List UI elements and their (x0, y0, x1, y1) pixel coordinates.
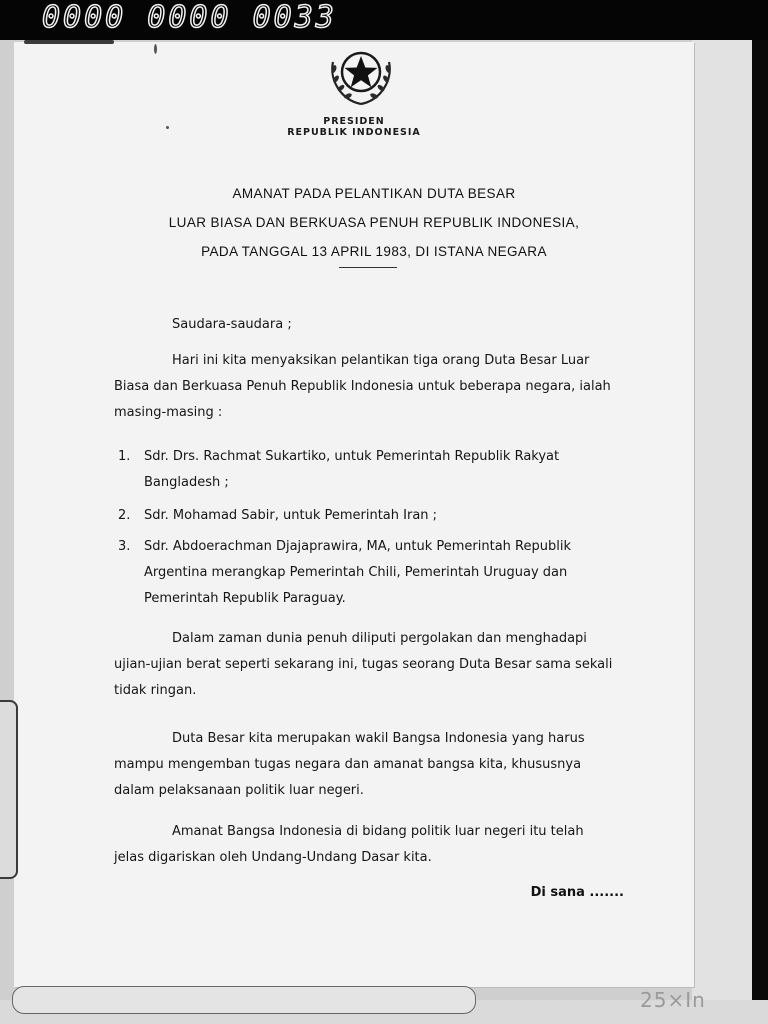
film-edge (752, 40, 768, 1024)
paragraph-1 (114, 348, 614, 426)
paragraph-4 (114, 819, 614, 871)
list-text: Sdr. Abdoerachman Djajaprawira, MA, untuk Pemerintah Republik Argentina merangkap Pemerintah Chili, Pemerintah Uruguay dan Pemerintah Republik Paraguay. (144, 539, 571, 606)
letterhead-subtitle: REPUBLIK INDONESIA (287, 127, 421, 138)
reduction-ratio-mark: 25×In (640, 988, 706, 1012)
list-number: 3. (118, 539, 131, 554)
frame-number: 0000 0000 0033 (42, 0, 337, 35)
letterhead (194, 116, 514, 138)
list-number: 1. (118, 449, 131, 464)
continuation-note: Di sana ....... (530, 885, 624, 900)
film-margin (692, 40, 752, 1000)
film-speck (166, 126, 169, 129)
film-speck (154, 44, 157, 54)
title-line-3: PADA TANGGAL 13 APRIL 1983, DI ISTANA NEGARA (201, 244, 547, 259)
salutation: Saudara-saudara ; (172, 317, 292, 332)
letterhead-title: PRESIDEN (323, 116, 385, 127)
document-title (94, 179, 654, 266)
list-number: 2. (118, 508, 131, 523)
list-item (118, 534, 618, 612)
title-divider (339, 267, 397, 268)
paragraph-3 (114, 726, 614, 804)
list-item (118, 444, 618, 496)
title-line-2: LUAR BIASA DAN BERKUASA PENUH REPUBLIK INDONESIA, (168, 215, 580, 230)
film-tab-left (0, 700, 18, 879)
list-text: Sdr. Mohamad Sabir, untuk Pemerintah Iran ; (144, 508, 438, 523)
document-page (14, 42, 694, 987)
list-item (118, 503, 618, 529)
film-tab-bottom (12, 986, 476, 1014)
presidential-emblem-icon (319, 42, 403, 108)
paragraph-2-text: Dalam zaman dunia penuh diliputi pergolakan dan menghadapi ujian-ujian berat seperti sekarang ini, tugas seorang Duta Besar sama sekali tidak ringan. (114, 631, 613, 698)
paragraph-3-text: Duta Besar kita merupakan wakil Bangsa Indonesia yang harus mampu mengemban tugas negara dan amanat bangsa kita, khususnya dalam pelaksanaan politik luar negeri. (114, 731, 585, 798)
paragraph-1-text: Hari ini kita menyaksikan pelantikan tiga orang Duta Besar Luar Biasa dan Berkuasa Penuh Republik Indonesia untuk beberapa negara, ialah masing-masing : (114, 353, 611, 420)
title-line-1: AMANAT PADA PELANTIKAN DUTA BESAR (232, 186, 516, 201)
list-text: Sdr. Drs. Rachmat Sukartiko, untuk Pemerintah Republik Rakyat Bangladesh ; (144, 449, 560, 490)
paragraph-2 (114, 626, 614, 704)
film-smudge (24, 40, 114, 44)
film-header-strip (0, 0, 768, 40)
paragraph-4-text: Amanat Bangsa Indonesia di bidang politik luar negeri itu telah jelas digariskan oleh Undang-Undang Dasar kita. (114, 824, 584, 865)
